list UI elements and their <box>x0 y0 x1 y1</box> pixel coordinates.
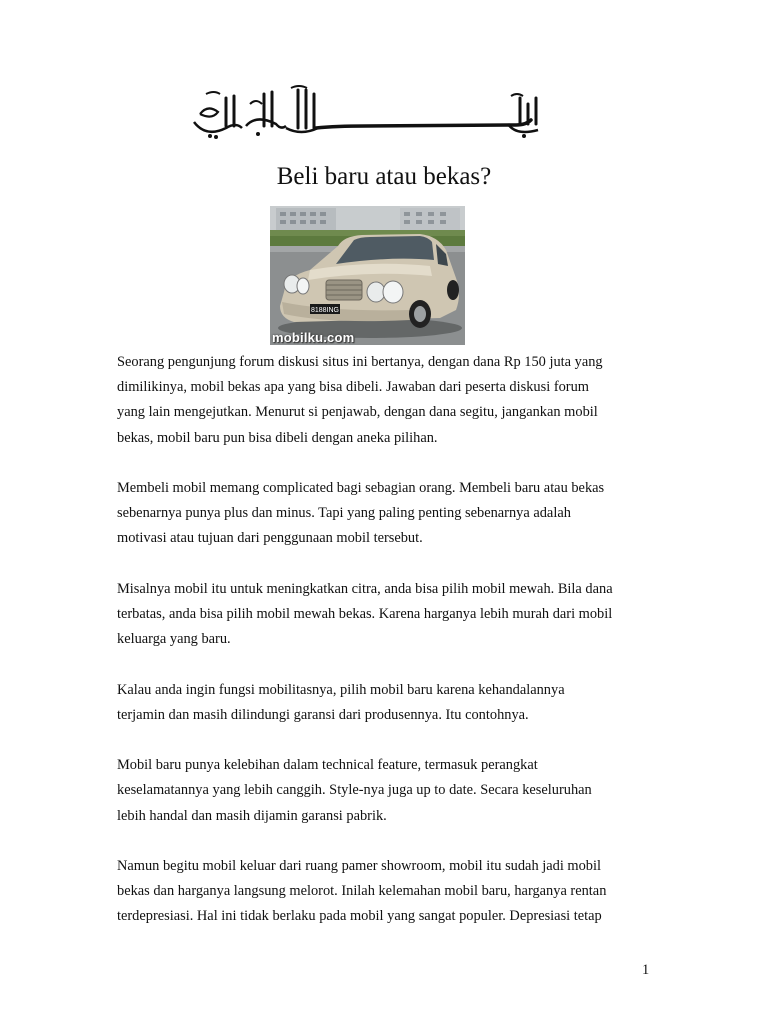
text-line: Misalnya mobil itu untuk meningkatkan citra, anda bisa pilih mobil mewah. Bila dana <box>117 580 613 597</box>
paragraph <box>117 577 657 653</box>
text-line: terdepresiasi. Hal ini tidak berlaku pada mobil yang sangat populer. Depresiasi tetap <box>117 908 602 925</box>
text-line: Seorang pengunjung forum diskusi situs ini bertanya, dengan dana Rp 150 juta yang <box>117 354 603 370</box>
text-line: terjamin dan masih dilindungi garansi dari produsennya. Itu contohnya. <box>117 706 529 723</box>
text-line: keselamatannya yang lebih canggih. Style-nya juga up to date. Secara keseluruhan <box>117 782 592 799</box>
text-line: motivasi atau tujuan dari penggunaan mobil tersebut. <box>117 530 423 547</box>
article-body <box>117 350 657 955</box>
text-line: terbatas, anda bisa pilih mobil mewah bekas. Karena harganya lebih murah dari mobil <box>117 606 613 622</box>
text-line: bekas, mobil baru pun bisa dibeli dengan aneka pilihan. <box>117 429 438 446</box>
basmala-calligraphy <box>186 84 546 146</box>
text-line: Membeli mobil memang complicated bagi sebagian orang. Membeli baru atau bekas <box>117 480 605 496</box>
paragraph <box>117 678 657 728</box>
paragraph <box>117 854 657 930</box>
paragraph <box>117 476 657 552</box>
text-line: keluarga yang baru. <box>117 631 231 648</box>
text-line: Namun begitu mobil keluar dari ruang pamer showroom, mobil itu sudah jadi mobil <box>117 857 601 874</box>
text-line: dimilikinya, mobil bekas apa yang bisa dibeli. Jawaban dari peserta diskusi forum <box>117 379 589 396</box>
text-line: lebih handal dan masih dijamin garansi pabrik. <box>117 807 387 824</box>
basmala-text: بسم الله الرحمن الرحيم <box>186 84 196 85</box>
text-line: bekas dan harganya langsung melorot. Inilah kelemahan mobil baru, harganya rentan <box>117 883 607 900</box>
paragraph <box>117 350 657 451</box>
text-line: Kalau anda ingin fungsi mobilitasnya, pilih mobil baru karena kehandalannya <box>117 681 565 698</box>
license-plate: 8188ING <box>310 307 340 314</box>
text-line: sebenarnya punya plus dan minus. Tapi yang paling penting sebenarnya adalah <box>117 505 571 522</box>
photo-watermark: mobilku.com <box>272 330 355 345</box>
text-line: yang lain mengejutkan. Menurut si penjawab, dengan dana segitu, jangankan mobil <box>117 404 598 421</box>
text-line: Mobil baru punya kelebihan dalam technical feature, termasuk perangkat <box>117 757 538 774</box>
car-photo <box>270 206 465 345</box>
page-number: 1 <box>642 962 650 978</box>
document-title: Beli baru atau bekas? <box>276 163 492 190</box>
paragraph <box>117 753 657 829</box>
